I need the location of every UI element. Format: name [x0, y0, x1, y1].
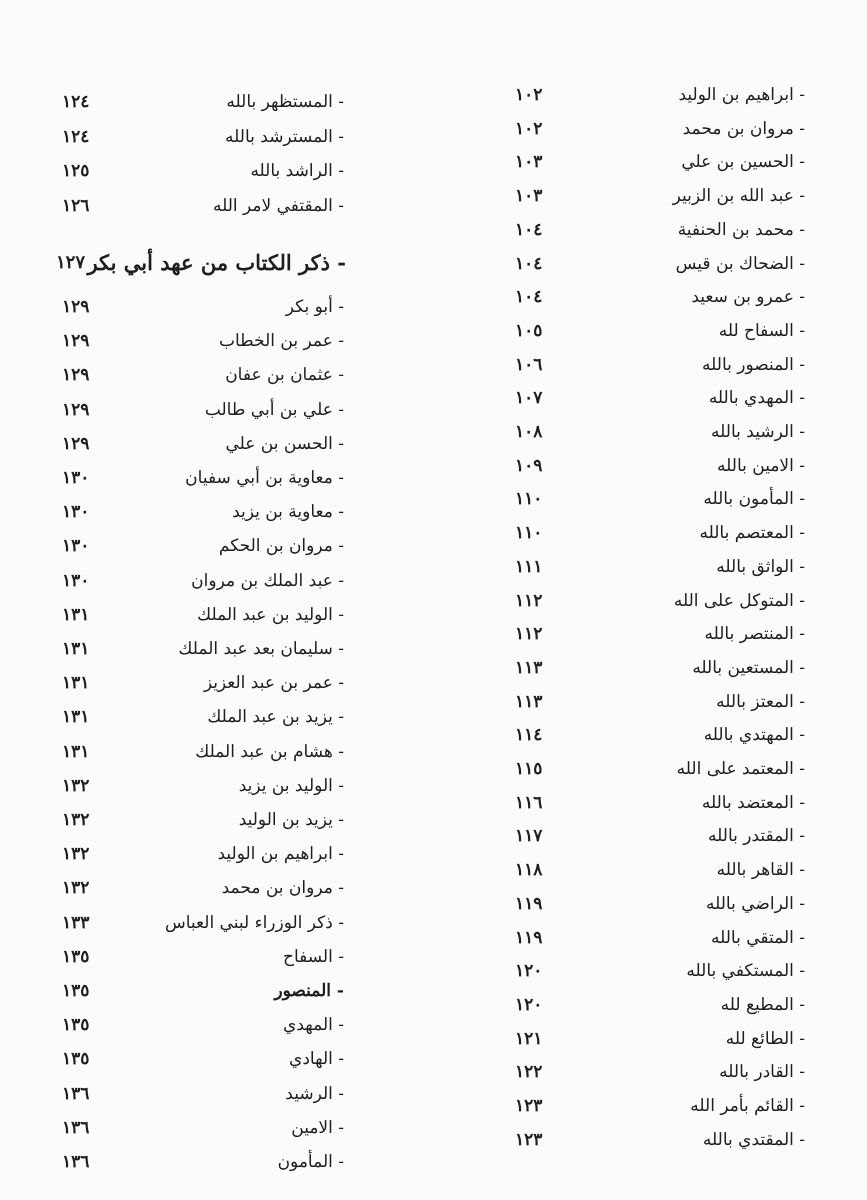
index-entry — [62, 803, 344, 837]
entry-page-number: ١٢٣ — [515, 1129, 543, 1150]
index-entry — [62, 564, 344, 598]
entry-title: - الرشيد — [285, 1083, 344, 1104]
index-entry — [515, 786, 805, 820]
entry-title: - مروان بن محمد — [682, 118, 805, 139]
entry-title: - المعتصم بالله — [699, 523, 805, 544]
section-heading — [56, 246, 346, 280]
section-heading-title: - ذكر الكتاب من عهد أبي بكر — [87, 250, 346, 275]
entry-page-number: ١١٣ — [515, 691, 543, 712]
index-entry — [515, 213, 805, 247]
entry-title: - الحسن بن علي — [225, 433, 344, 454]
index-entry — [515, 718, 805, 752]
entry-title: - القاهر بالله — [716, 860, 805, 881]
entry-title: - الامين بالله — [717, 455, 805, 476]
entry-page-number: ١٢٦ — [62, 195, 90, 216]
index-entry — [515, 887, 805, 921]
entry-title: - هشام بن عبد الملك — [195, 741, 344, 762]
index-entry — [62, 666, 344, 700]
index-entry — [515, 381, 805, 415]
entry-page-number: ١٠٤ — [515, 219, 543, 240]
entry-page-number: ١٢٥ — [62, 161, 90, 181]
entry-title: - المعتز بالله — [716, 691, 805, 712]
entry-page-number: ١٣١ — [62, 639, 90, 659]
entry-page-number: ١٢٠ — [515, 961, 543, 982]
index-entry — [515, 415, 805, 449]
entry-page-number: ١٣٥ — [62, 946, 90, 967]
entry-title: - الراشد بالله — [250, 161, 344, 181]
entry-title: - معاوية بن يزيد — [232, 502, 344, 523]
entry-page-number: ١١٠ — [515, 523, 543, 544]
entry-title: - علي بن أبي طالب — [204, 399, 344, 420]
index-entry — [515, 752, 805, 786]
entry-page-number: ١٢٩ — [62, 297, 90, 317]
entry-page-number: ١٠٦ — [515, 354, 543, 375]
index-entry — [515, 988, 805, 1022]
entry-page-number: ١٠٥ — [515, 320, 543, 341]
index-entry — [62, 906, 344, 940]
entry-title: - سليمان بعد عبد الملك — [178, 639, 344, 659]
entry-page-number: ١٣٠ — [62, 570, 90, 591]
index-entry — [62, 189, 344, 223]
index-entry — [515, 685, 805, 719]
entry-title: - المطيع لله — [720, 994, 805, 1015]
index-entry — [62, 85, 344, 119]
index-entry — [515, 954, 805, 988]
entry-page-number: ١٣٦ — [62, 1152, 90, 1172]
index-entry — [515, 1089, 805, 1123]
entry-title: - عمر بن عبد العزيز — [203, 673, 344, 694]
entry-title: - عبد الله بن الزبير — [672, 186, 805, 207]
entry-page-number: ١١٠ — [515, 489, 543, 510]
entry-page-number: ١٣٢ — [62, 844, 90, 865]
entry-page-number: ١٢٩ — [62, 399, 90, 420]
index-entry — [62, 837, 344, 871]
entry-title: - مروان بن محمد — [221, 878, 344, 899]
index-entry — [62, 1008, 344, 1042]
section-heading-page: ١٢٧ — [56, 252, 86, 273]
entry-page-number: ١٣١ — [62, 741, 90, 762]
entry-title: - معاوية بن أبي سفيان — [185, 468, 344, 488]
index-entry — [515, 482, 805, 516]
index-entry — [515, 853, 805, 887]
entry-page-number: ١٠٨ — [515, 422, 543, 442]
entry-page-number: ١٣٥ — [62, 1015, 90, 1036]
entry-title: - عمر بن الخطاب — [219, 331, 344, 352]
entry-page-number: ١٢٩ — [62, 433, 90, 454]
entry-page-number: ١٣١ — [62, 707, 90, 728]
entry-page-number: ١١١ — [515, 556, 543, 577]
index-entry — [515, 78, 805, 112]
index-entry — [515, 449, 805, 483]
entry-title: - المتقي بالله — [710, 927, 805, 948]
entry-page-number: ١٢٤ — [62, 92, 90, 112]
index-entry — [515, 584, 805, 618]
index-entry — [62, 461, 344, 495]
index-entry — [515, 921, 805, 955]
entry-title: - المأمون بالله — [703, 489, 805, 510]
entry-page-number: ١٣٢ — [62, 878, 90, 899]
index-entry — [515, 651, 805, 685]
entry-page-number: ١٢٣ — [515, 1096, 543, 1116]
index-entry — [62, 154, 344, 188]
entry-page-number: ١٢٤ — [62, 126, 90, 147]
entry-page-number: ١٠٣ — [515, 152, 543, 173]
entry-title: - المأمون — [277, 1152, 344, 1172]
entry-title: - يزيد بن الوليد — [238, 810, 344, 830]
entry-page-number: ١٣٦ — [62, 1083, 90, 1104]
entry-page-number: ١١٢ — [515, 624, 543, 645]
entry-title: - ذكر الوزراء لبني العباس — [165, 912, 344, 933]
entry-page-number: ١١٦ — [515, 792, 543, 813]
index-entry — [515, 819, 805, 853]
index-entry — [515, 280, 805, 314]
index-entry — [515, 1022, 805, 1056]
entry-title: - القائم بأمر الله — [690, 1096, 805, 1116]
index-entry — [515, 1123, 805, 1157]
index-entry — [62, 974, 344, 1008]
entry-title: - عبد الملك بن مروان — [191, 570, 344, 591]
entry-page-number: ١٣٢ — [62, 810, 90, 830]
entry-title: - المستكفي بالله — [686, 961, 805, 982]
entry-page-number: ١٠٤ — [515, 287, 543, 308]
index-entry — [62, 871, 344, 905]
index-entry — [62, 495, 344, 529]
entry-title: - المقتدر بالله — [708, 826, 805, 847]
index-entry — [515, 348, 805, 382]
entry-title: - الواثق بالله — [716, 556, 805, 577]
index-entry — [62, 769, 344, 803]
index-entry — [515, 247, 805, 281]
entry-page-number: ١٠٣ — [515, 186, 543, 207]
index-entry — [62, 632, 344, 666]
entry-title: - المقتدي بالله — [702, 1129, 805, 1150]
entry-page-number: ١٣٢ — [62, 775, 90, 796]
entry-page-number: ١١٧ — [515, 826, 543, 847]
index-entry — [62, 1145, 344, 1179]
entry-page-number: ١١٤ — [515, 725, 543, 746]
index-entry — [62, 700, 344, 734]
entry-page-number: ١٣٥ — [62, 981, 90, 1001]
index-entry — [62, 324, 344, 358]
index-entry — [515, 112, 805, 146]
entry-page-number: ١٣٦ — [62, 1117, 90, 1138]
entry-title: - يزيد بن عبد الملك — [207, 707, 344, 728]
entry-page-number: ١٠٩ — [515, 455, 543, 476]
index-entry — [515, 314, 805, 348]
entry-title: - محمد بن الحنفية — [677, 219, 805, 240]
entry-title: - الوليد بن عبد الملك — [197, 604, 344, 625]
index-entry — [62, 120, 344, 154]
entry-title: - ابراهيم بن الوليد — [678, 85, 805, 105]
entry-title: - المنصور — [274, 981, 344, 1001]
entry-title: - الضحاك بن قيس — [675, 253, 805, 274]
index-entry — [62, 1111, 344, 1145]
entry-title: - المنتصر بالله — [704, 624, 805, 645]
entry-page-number: ١٣١ — [62, 673, 90, 694]
entry-page-number: ١١٣ — [515, 657, 543, 678]
index-entry — [515, 1055, 805, 1089]
entry-page-number: ١٠٧ — [515, 388, 543, 409]
entry-page-number: ١٣١ — [62, 604, 90, 625]
entry-title: - الحسين بن علي — [681, 152, 805, 173]
entry-page-number: ١٢٩ — [62, 331, 90, 352]
entry-title: - الراضي بالله — [706, 893, 805, 914]
entry-title: - المهدي — [283, 1015, 344, 1036]
index-entry — [515, 145, 805, 179]
entry-page-number: ١٠٢ — [515, 118, 543, 139]
entry-page-number: ١١٥ — [515, 759, 543, 779]
entry-page-number: ١٠٤ — [515, 253, 543, 274]
entry-title: - أبو بكر — [285, 297, 344, 317]
entry-title: - عمرو بن سعيد — [691, 287, 805, 308]
entry-page-number: ١٢٩ — [62, 365, 90, 386]
entry-page-number: ١٣٣ — [62, 912, 90, 933]
index-entry — [62, 290, 344, 324]
entry-title: - الامين — [291, 1117, 344, 1138]
entry-page-number: ١٢١ — [515, 1028, 543, 1049]
entry-page-number: ١٠٢ — [515, 85, 543, 105]
index-entry — [62, 427, 344, 461]
index-entry — [62, 393, 344, 427]
entry-title: - الوليد بن يزيد — [238, 775, 344, 796]
entry-title: - السفاح لله — [718, 320, 805, 341]
entry-page-number: ١١٩ — [515, 893, 543, 914]
entry-title: - المعتمد على الله — [676, 759, 805, 779]
index-entry — [62, 1042, 344, 1076]
index-entry — [62, 598, 344, 632]
index-entry — [62, 529, 344, 563]
entry-title: - الرشيد بالله — [711, 422, 805, 442]
entry-title: - المستعين بالله — [692, 657, 805, 678]
entry-page-number: ١١٩ — [515, 927, 543, 948]
entry-title: - المهتدي بالله — [703, 725, 805, 746]
index-entry — [515, 617, 805, 651]
entry-title: - الهادي — [289, 1049, 344, 1070]
index-entry — [62, 1077, 344, 1111]
entry-title: - المنصور بالله — [702, 354, 805, 375]
entry-page-number: ١٢٢ — [515, 1062, 543, 1083]
entry-title: - ابراهيم بن الوليد — [217, 844, 344, 865]
entry-page-number: ١١٢ — [515, 590, 543, 611]
entry-title: - المسترشد بالله — [225, 126, 344, 147]
index-entry — [62, 358, 344, 392]
entry-page-number: ١٣٠ — [62, 502, 90, 523]
entry-title: - المعتضد بالله — [701, 792, 805, 813]
entry-page-number: ١٣٠ — [62, 536, 90, 557]
entry-page-number: ١١٨ — [515, 860, 543, 881]
entry-page-number: ١٣٠ — [62, 468, 90, 488]
entry-title: - القادر بالله — [719, 1062, 805, 1083]
entry-title: - المتوكل على الله — [673, 590, 805, 611]
index-entry — [515, 516, 805, 550]
entry-title: - المستظهر بالله — [226, 92, 344, 112]
entry-title: - المقتفي لامر الله — [212, 195, 344, 216]
index-entry — [515, 550, 805, 584]
entry-page-number: ١٢٠ — [515, 994, 543, 1015]
index-entry — [515, 179, 805, 213]
entry-title: - مروان بن الحكم — [218, 536, 344, 557]
entry-page-number: ١٣٥ — [62, 1049, 90, 1070]
index-entry — [62, 940, 344, 974]
entry-title: - الطائع لله — [725, 1028, 805, 1049]
entry-title: - السفاح — [283, 946, 344, 967]
entry-title: - المهدي بالله — [708, 388, 805, 409]
entry-title: - عثمان بن عفان — [225, 365, 344, 386]
index-entry — [62, 735, 344, 769]
